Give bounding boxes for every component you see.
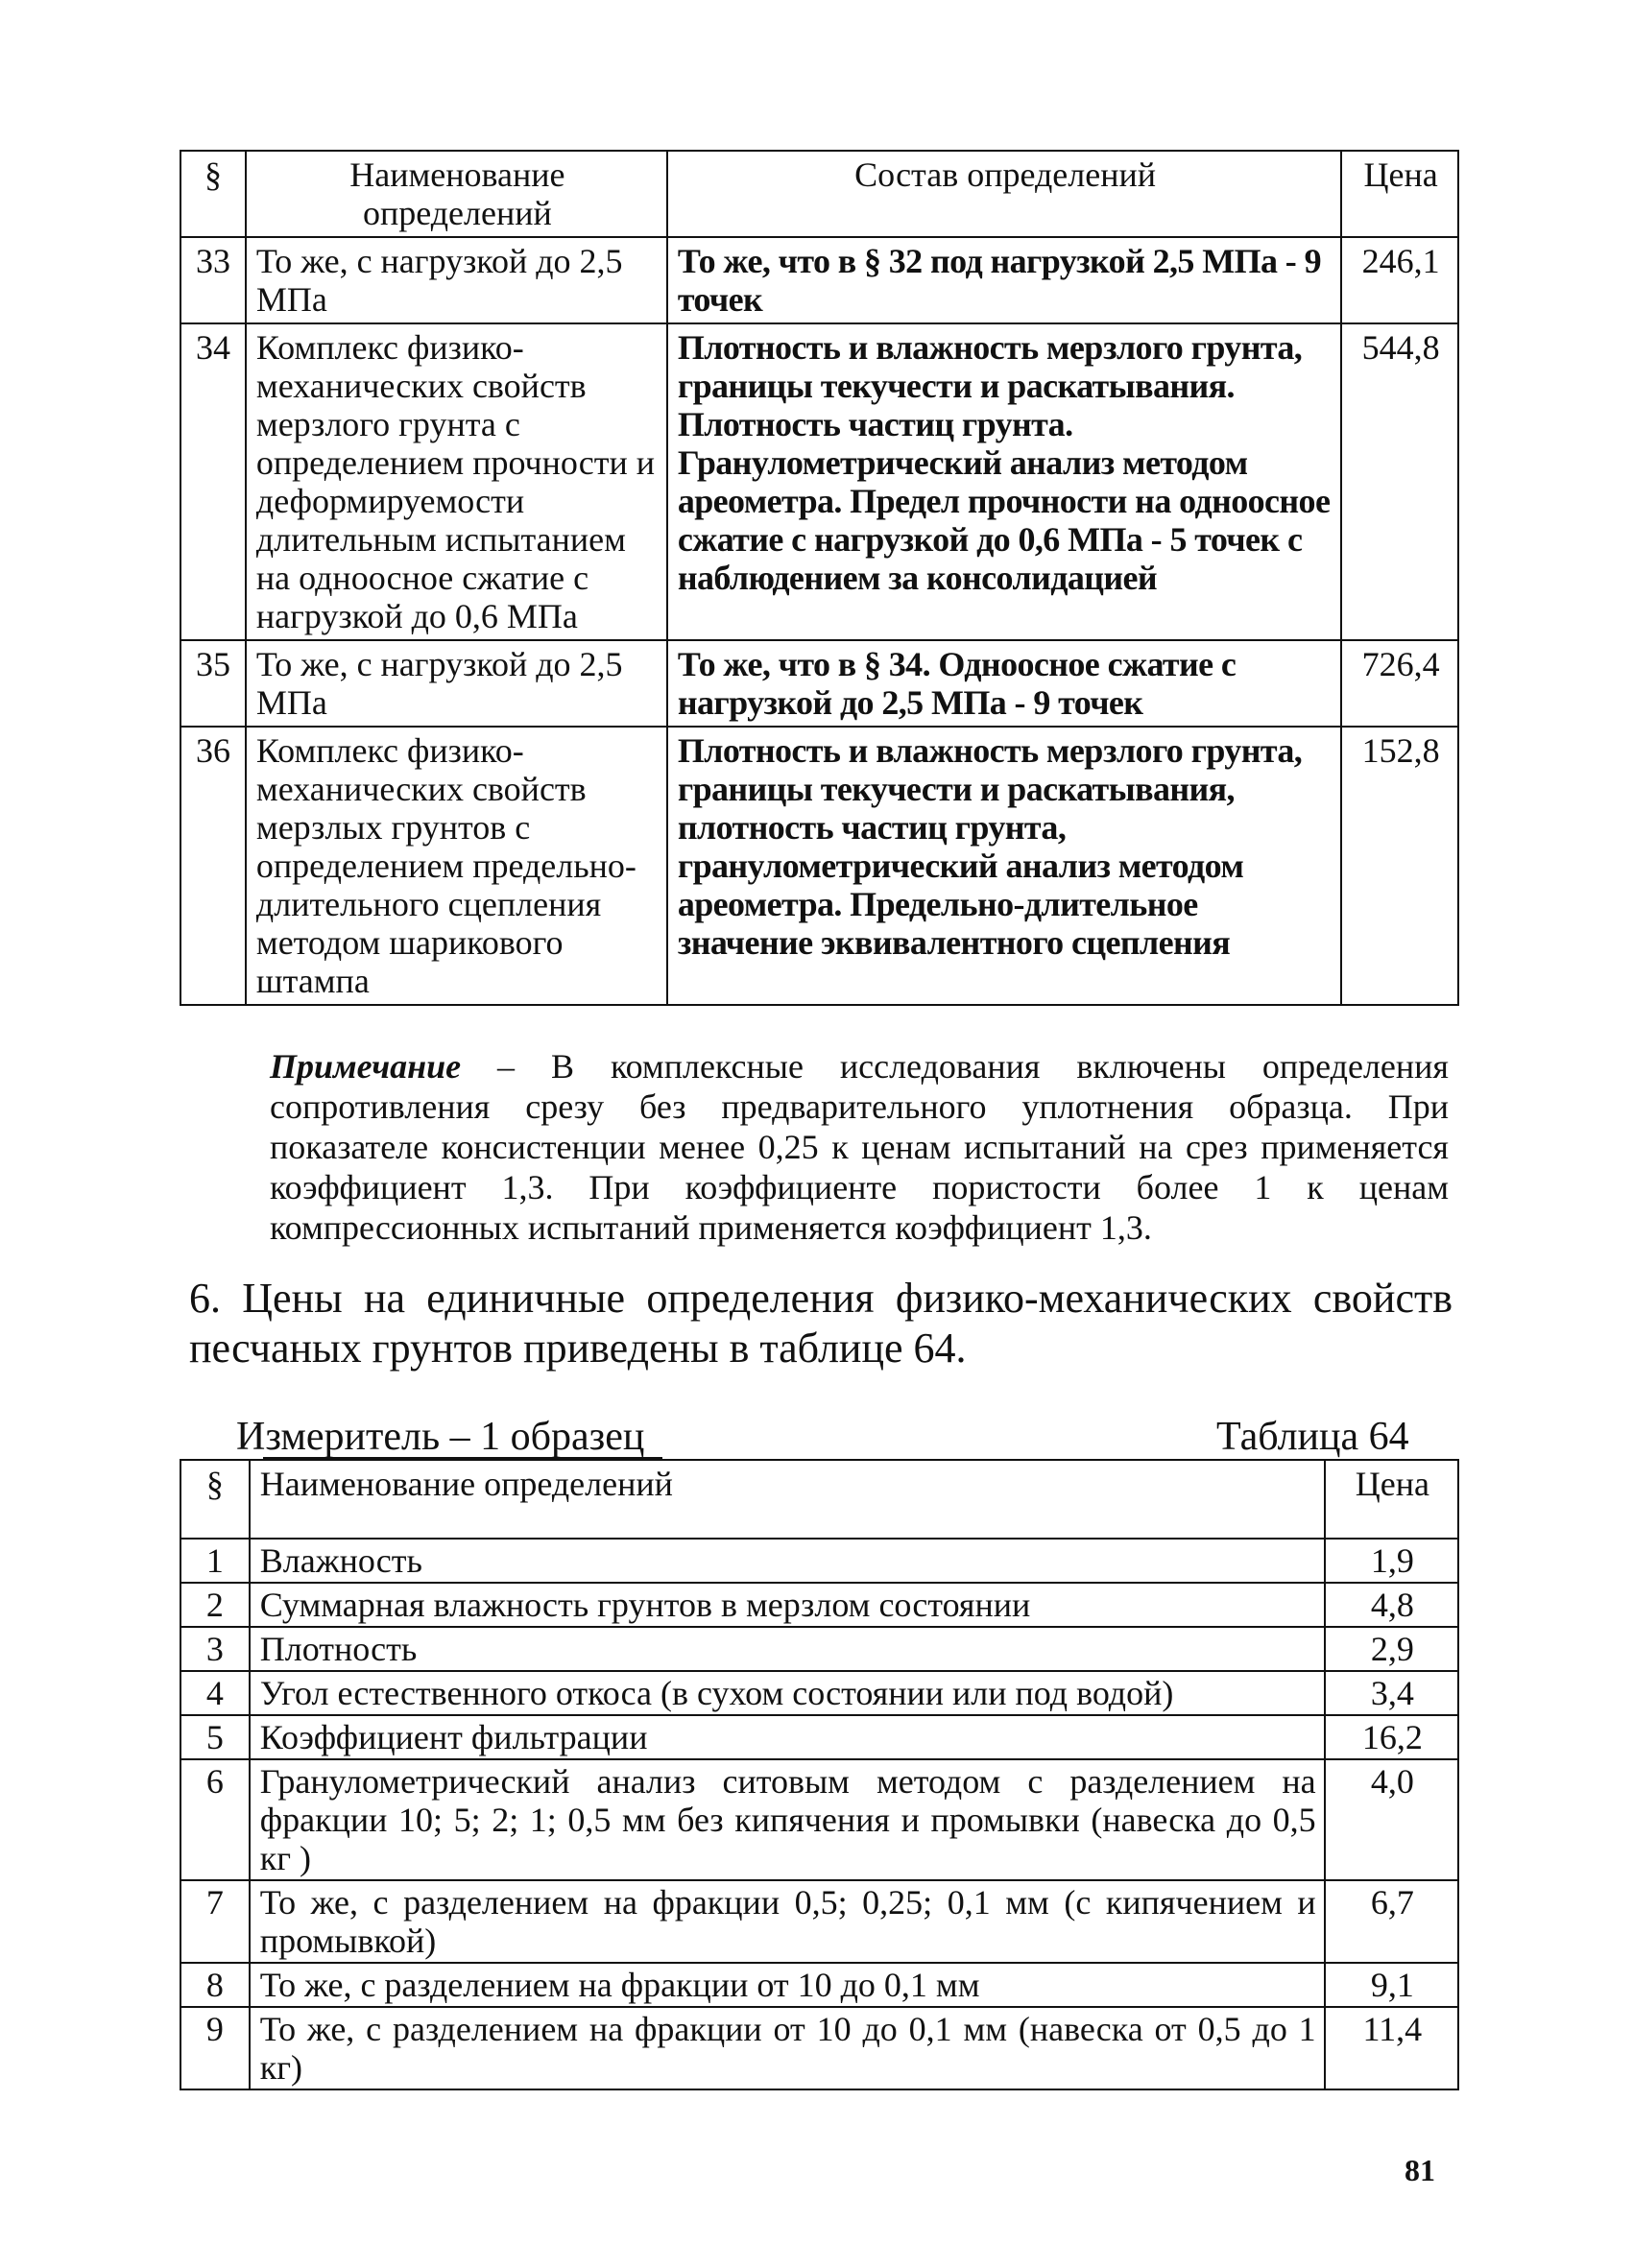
row-name: Угол естественного откоса (в сухом состоянии или под водой) [250,1671,1325,1715]
row-name: То же, с разделением на фракции 0,5; 0,25; 0,1 мм (с кипячением и промывкой) [250,1880,1325,1963]
prices-table-continued [180,150,1459,1006]
note-text: – В комплексные исследования включены определения сопротивления срезу без предварительного уплотнения образца. При показателе консистенции менее 0,25 к ценам испытаний на срез применяется коэффициент 1,3. При коэффициенте пористости более 1 к ценам компрессионных испытаний применяется коэффициент 1,3. [270,1047,1449,1247]
row-composition: То же, что в § 34. Одноосное сжатие с нагрузкой до 2,5 МПа - 9 точек [667,640,1342,727]
table-row [180,1583,1458,1627]
row-section: 1 [180,1539,250,1583]
row-price: 9,1 [1325,1963,1458,2007]
row-section: 8 [180,1963,250,2007]
table-row [180,1539,1458,1583]
column-header-name: Наименование определений [246,151,667,237]
row-name: То же, с нагрузкой до 2,5 МПа [246,640,667,727]
table-row [180,1880,1458,1963]
row-name: Влажность [250,1539,1325,1583]
table-row [180,237,1458,323]
row-composition: Плотность и влажность мерзлого грунта, границы текучести и раскатывания, плотность частиц грунта, гранулометрический анализ методом ареометра. Предельно-длительное значение эквивалентного сцепления [667,727,1342,1005]
column-header-section: § [180,151,246,237]
table-row [180,2007,1458,2089]
row-price: 16,2 [1325,1715,1458,1759]
row-name: Плотность [250,1627,1325,1671]
row-name: То же, с разделением на фракции от 10 до 0,1 мм (навеска от 0,5 до 1 кг) [250,2007,1325,2089]
row-price: 726,4 [1341,640,1458,727]
column-header-section: § [180,1460,250,1539]
column-header-composition: Состав определений [667,151,1342,237]
table-row [180,1627,1458,1671]
row-section: 33 [180,237,246,323]
prices-table-64 [180,1459,1459,2090]
row-section: 9 [180,2007,250,2089]
table-number-caption: Таблица 64 [1216,1415,1409,1459]
table-row [180,1715,1458,1759]
table-row [180,323,1458,640]
row-price: 544,8 [1341,323,1458,640]
row-section: 3 [180,1627,250,1671]
row-name: То же, с разделением на фракции от 10 до 0,1 мм [250,1963,1325,2007]
row-composition: То же, что в § 32 под нагрузкой 2,5 МПа - 9 точек [667,237,1342,323]
table-header-row [180,151,1458,237]
row-composition: Плотность и влажность мерзлого грунта, границы текучести и раскатывания. Плотность частиц грунта. Гранулометрический анализ методом ареометра. Предел прочности на одноосное сжатие с нагрузкой до 0,6 МПа - 5 точек с наблюдением за консолидацией [667,323,1342,640]
row-price: 11,4 [1325,2007,1458,2089]
table-row [180,1963,1458,2007]
row-price: 246,1 [1341,237,1458,323]
row-name: Коэффициент фильтрации [250,1715,1325,1759]
row-name: То же, с нагрузкой до 2,5 МПа [246,237,667,323]
page-number: 81 [1405,2153,1435,2187]
row-section: 35 [180,640,246,727]
row-name: Суммарная влажность грунтов в мерзлом состоянии [250,1583,1325,1627]
table-header-row [180,1460,1458,1539]
table-row [180,640,1458,727]
table-row [180,1671,1458,1715]
table-note [270,1046,1449,1248]
row-price: 152,8 [1341,727,1458,1005]
row-price: 6,7 [1325,1880,1458,1963]
table-row [180,1759,1458,1880]
column-header-name: Наименование определений [250,1460,1325,1539]
row-price: 4,8 [1325,1583,1458,1627]
row-section: 6 [180,1759,250,1880]
row-section: 34 [180,323,246,640]
row-price: 2,9 [1325,1627,1458,1671]
row-name: Комплекс физико-механических свойств мерзлого грунта с определением прочности и деформируемости длительным испытанием на одноосное сжатие с нагрузкой до 0,6 МПа [246,323,667,640]
row-section: 4 [180,1671,250,1715]
row-price: 4,0 [1325,1759,1458,1880]
row-name: Гранулометрический анализ ситовым методом с разделением на фракции 10; 5; 2; 1; 0,5 мм без кипячения и промывки (навеска до 0,5 кг ) [250,1759,1325,1880]
row-section: 7 [180,1880,250,1963]
row-price: 1,9 [1325,1539,1458,1583]
row-section: 36 [180,727,246,1005]
row-name: Комплекс физико-механических свойств мерзлых грунтов с определением предельно-длительного сцепления методом шарикового штампа [246,727,667,1005]
paragraph-6: 6. Цены на единичные определения физико-механических свойств песчаных грунтов приведены в таблице 64. [189,1275,1453,1372]
note-label: Примечание [270,1047,462,1086]
measure-unit-caption: Измеритель – 1 образец [236,1415,645,1459]
row-price: 3,4 [1325,1671,1458,1715]
column-header-price: Цена [1325,1460,1458,1539]
row-section: 2 [180,1583,250,1627]
table-row [180,727,1458,1005]
column-header-price: Цена [1341,151,1458,237]
row-section: 5 [180,1715,250,1759]
